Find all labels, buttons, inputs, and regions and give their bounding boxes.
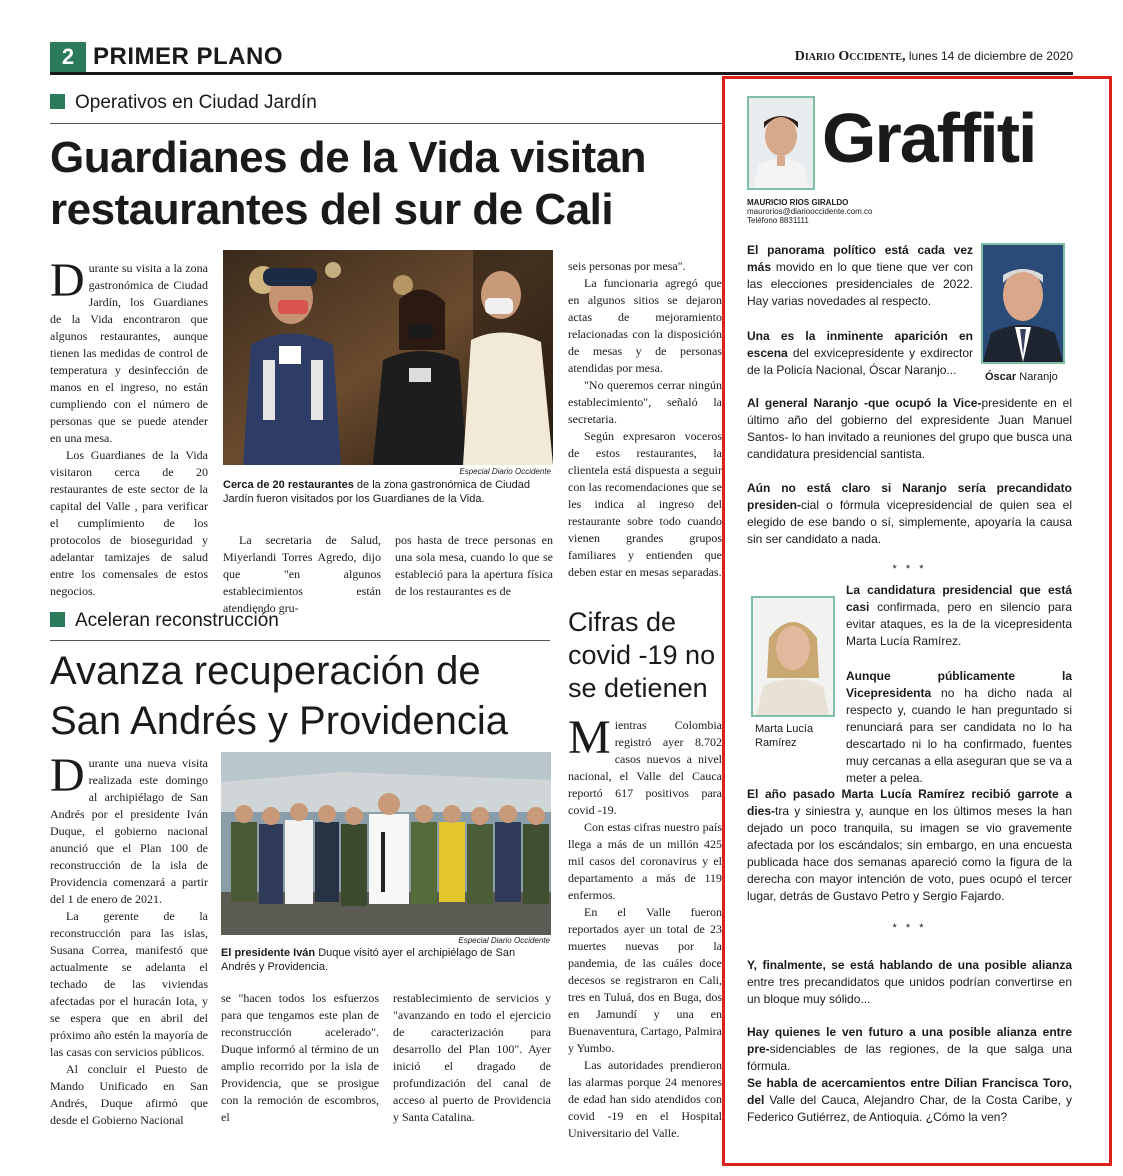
article3-body xyxy=(568,711,722,1140)
body-text: Según expresaron voceros de estos restaurantes, la clientela está dispuesta a seguir con las recomendaciones que se les indica al ingreso del restaurante sobre todo cuando vienen grandes grupos familiares y entienden que deben estar en mesas separadas. xyxy=(568,429,722,579)
article1-col1 xyxy=(50,254,208,602)
photo-caption xyxy=(223,478,553,506)
graffiti-p2 xyxy=(747,328,973,380)
kicker-rule xyxy=(50,123,722,124)
body-text: ientras Colombia registró ayer 8.702 casos nuevos a nivel nacional, el Valle del Cauca reportó 617 positivos para covid -19. xyxy=(568,718,722,817)
headline-line: restaurantes del sur de Cali xyxy=(50,185,614,234)
body-text: Al concluir el Puesto de Mando Unificado en San Andrés, Duque afirmó que desde el Gobierno Nacional xyxy=(50,1062,208,1127)
photo-caption xyxy=(221,946,551,974)
kicker-text: Operativos en Ciudad Jardín xyxy=(75,92,317,113)
caption-text: Duque visitó ayer el archipiélago de San Andrés y Providencia. xyxy=(221,947,516,973)
article1-col4 xyxy=(568,258,722,602)
graffiti-text: cial o fórmula vicepresidencial de quien sea el elegido de ese bando o sí, simplemente, apoyaría la causa sin ser candidato a nada. xyxy=(747,498,1072,546)
section-divider: * * * xyxy=(892,922,927,934)
columnist-portrait xyxy=(749,98,813,188)
header-rule xyxy=(50,72,1073,75)
kicker-aceleran xyxy=(50,609,279,633)
photo-san-andres xyxy=(221,752,551,935)
drop-cap: D xyxy=(50,254,85,307)
graffiti-p1 xyxy=(747,242,973,310)
columnist-name: MAURICIO RIOS GIRALDO xyxy=(747,198,849,207)
section-divider: * * * xyxy=(892,563,927,575)
graffiti-lead: El año pasado Marta Lucía Ramírez recibió garrote a dies- xyxy=(747,787,1072,818)
photo-credit: Especial Diario Occidente xyxy=(459,467,551,476)
section-title: PRIMER PLANO xyxy=(93,43,284,70)
headline-line: Avanza recuperación de xyxy=(50,649,481,693)
naranjo-portrait xyxy=(983,245,1063,362)
body-text: se "hacen todos los esfuerzos para que tengamos este plan de reconstrucción acelerado". Duque informó al término de un amplio recorrido por la isla de Providencia, que se prosigue con la remoción de escombros, el xyxy=(221,991,379,1124)
kicker-rule xyxy=(50,640,550,641)
headline-guardianes xyxy=(50,132,730,236)
columnist-info xyxy=(747,198,873,225)
columnist-photo xyxy=(747,96,815,190)
article2-col1 xyxy=(50,749,208,1127)
graffiti-text: movido en lo que tiene que ver con las elecciones presidenciales de 2022. Hay varias novedades al respecto. xyxy=(747,260,973,308)
drop-cap: M xyxy=(568,711,611,764)
portrait-marta-lucia xyxy=(751,596,835,717)
page-number: 2 xyxy=(50,42,86,72)
headline-line: San Andrés y Providencia xyxy=(50,699,509,743)
headline-cifras-covid xyxy=(568,606,728,705)
graffiti-lead: La candidatura presidencial que está casi xyxy=(846,583,1072,614)
masthead xyxy=(795,49,1073,65)
body-text: La gerente de la reconstrucción para las islas, Susana Correa, manifestó que actualmente se adelanta el techado de las viviendas afectadas por el huracán Iota, y se espera que en abril del próximo año estén la mayoría de las casas con servicios públicos. xyxy=(50,909,208,1059)
graffiti-lead: El panorama político está cada vez más xyxy=(747,243,973,274)
body-text: seis personas por mesa". xyxy=(568,259,686,273)
graffiti-lead: Y, finalmente, se está hablando de una posible alianza xyxy=(747,958,1072,972)
graffiti-p5 xyxy=(846,582,1072,652)
kicker-square-icon xyxy=(50,612,65,627)
graffiti-p8 xyxy=(747,957,1072,1009)
marta-lucia-portrait xyxy=(753,598,833,715)
article2-col3 xyxy=(393,990,551,1128)
body-text: pos hasta de trece personas en una sola mesa, cuando lo que se estableció para la apertura física de los restaurantes es de xyxy=(395,533,553,598)
article1-col3 xyxy=(395,532,553,602)
graffiti-lead: Al general Naranjo -que ocupó la Vice- xyxy=(747,396,982,410)
graffiti-p10 xyxy=(747,1075,1072,1129)
columnist-email: maurorios@diariooccidente.com.co xyxy=(747,207,873,216)
caption-bold: El presidente Iván xyxy=(221,947,316,959)
portrait-last-name: Naranjo xyxy=(1016,371,1058,383)
graffiti-p9 xyxy=(747,1024,1072,1073)
headline-line: Cifras de xyxy=(568,607,677,637)
body-text: En el Valle fueron reportados ayer un total de 23 muertes nuevas por la pandemia, de las cuáles doce decesos se registraron en Cali, tres en Tuluá, dos en Buga, dos en Jamundí y una en Buenaventura, Cartago, Palmira y Yumbo. xyxy=(568,905,722,1055)
article2-col2 xyxy=(221,990,379,1128)
graffiti-text: sidenciables de las regiones, de la que salga una fórmula. xyxy=(747,1042,1072,1073)
graffiti-text: confirmada, pero en silencio para evitar ataques, es la de la vicepresidenta Marta Lucía Ramírez. xyxy=(846,600,1072,648)
portrait-first-name: Marta Lucía xyxy=(755,723,814,735)
graffiti-text: presidente en el último año del gobierno del expresidente Juan Manuel Santos- lo han invitado a reuniones del grupo que busca una candidatura presidencial santista. xyxy=(747,396,1072,461)
graffiti-text: Valle del Cauca, Alejandro Char, de la Costa Caribe, y Federico Gutiérrez, de Antioquia. ¿Cómo la ven? xyxy=(747,1093,1072,1124)
issue-date: lunes 14 de diciembre de 2020 xyxy=(908,49,1073,63)
portrait-caption-marta-lucia xyxy=(755,722,813,750)
photo-guardianes-image xyxy=(223,250,553,465)
graffiti-lead: Una es la inminente aparición en escena xyxy=(747,329,973,360)
body-text: La funcionaria agregó que en algunos sitios se dejaron actas de mejoramiento relacionadas con la disposición de mesas y de personas atendidas por mesa. xyxy=(568,276,722,375)
headline-san-andres xyxy=(50,646,560,746)
graffiti-p7 xyxy=(747,786,1072,906)
graffiti-p3 xyxy=(747,395,1072,465)
graffiti-p6 xyxy=(846,668,1072,785)
kicker-text: Aceleran reconstrucción xyxy=(75,610,279,631)
body-text: Los Guardianes de la Vida visitaron cerca de 20 restaurantes de este sector de la capital del Valle , para verificar el cumplimiento de los protocolos de bioseguridad y adelantar tamizajes de salud entre los comensales de estos negocios. xyxy=(50,448,208,598)
body-text: restablecimiento de servicios y "avanzando en todo el ejercicio de caracterización para desarrollo del Plan 100". Ayer inició el dragado de profundización del canal de acceso al puerto de Providencia y Santa Catalina. xyxy=(393,991,551,1124)
graffiti-p4 xyxy=(747,480,1072,550)
headline-line: se detienen xyxy=(568,673,708,703)
headline-line: covid -19 no xyxy=(568,640,716,670)
body-text: "No queremos cerrar ningún establecimiento", señaló la secretaria. xyxy=(568,378,722,426)
drop-cap: D xyxy=(50,749,85,802)
graffiti-text: entre tres precandidatos que unidos podrían convertirse en un bloque muy sólido... xyxy=(747,975,1072,1006)
graffiti-text: no ha dicho nada al respecto y, cuando le han preguntado si renunciará para ser candidata no lo ha descartado ni lo ha confirmado, fuentes muy cercanas a ella aseguran que se va a meter a pelea. xyxy=(846,686,1072,785)
graffiti-lead: Aunque públicamente la Vicepresidenta xyxy=(846,669,1072,700)
graffiti-lead: Hay quienes le ven futuro a una posible alianza entre pre- xyxy=(747,1025,1072,1056)
body-text: Con estas cifras nuestro país llega a más de un millón 425 mil casos del coronavirus y el departamento a más de 119 enfermos. xyxy=(568,820,722,902)
graffiti-lead: Aún no está claro si Naranjo sería precandidato presiden- xyxy=(747,481,1072,512)
kicker-operativos xyxy=(50,91,317,115)
graffiti-title: Graffiti xyxy=(822,99,1036,177)
kicker-square-icon xyxy=(50,94,65,109)
portrait-caption-naranjo xyxy=(985,370,1058,384)
body-text: urante su visita a la zona gastronómica de Ciudad Jardín, los Guardianes de la Vida encontraron que algunos restaurantes, aunque tienen las medidas de control de temperatura y desinfección de manos en el ingreso, no están cumpliendo con el número de personas que se puede atender en una mesa. xyxy=(50,261,208,445)
graffiti-lead: Se habla de acercamientos entre Dilian Francisca Toro, del xyxy=(747,1076,1072,1107)
photo-guardianes xyxy=(223,250,553,465)
body-text: Las autoridades prendieron las alarmas porque 24 menores de edad han sido atendidos con covid -19 en el Hospital Universitario del Valle. xyxy=(568,1058,722,1140)
graffiti-text: del exvicepresidente y exdirector de la Policía Nacional, Óscar Naranjo... xyxy=(747,346,973,377)
portrait-last-name: Ramírez xyxy=(755,737,797,749)
publication-name: Diario Occidente, xyxy=(794,49,906,64)
body-text: urante una nueva visita realizada este domingo al archipiélago de San Andrés por el presidente Iván Duque, el gobierno nacional anunció que el Plan 100 de reconstrucción de la isla de Providencia comenzará a partir del 1 de enero de 2021. xyxy=(50,756,208,906)
portrait-naranjo xyxy=(981,243,1065,364)
graffiti-text: tra y siniestra y, aunque en los últimos meses la han dejado un poco tranquila, su imagen se vio gravemente afectada por los escándalos; sin embargo, en una encuesta publicada hace dos semanas apareció como la figura de la derecha con mayor intención de voto, pues ocupó el tercer lugar, detrás de Gustavo Petro y Sergio Fajardo. xyxy=(747,804,1072,903)
caption-text: de la zona gastronómica de Ciudad Jardín fueron visitados por los Guardianes de la Vida. xyxy=(223,479,530,505)
photo-san-andres-image xyxy=(221,752,551,935)
caption-bold: Cerca de 20 restaurantes xyxy=(223,479,354,491)
columnist-phone: Teléfono 8831111 xyxy=(747,216,809,225)
photo-credit: Especial Diario Occidente xyxy=(458,936,550,945)
headline-line: Guardianes de la Vida visitan xyxy=(50,133,647,182)
body-text: La secretaria de Salud, Miyerlandi Torres Agredo, dijo que "en algunos establecimientos están atendiendo gru- xyxy=(223,533,381,615)
portrait-first-name: Óscar xyxy=(985,371,1017,383)
article1-col2 xyxy=(223,532,381,615)
